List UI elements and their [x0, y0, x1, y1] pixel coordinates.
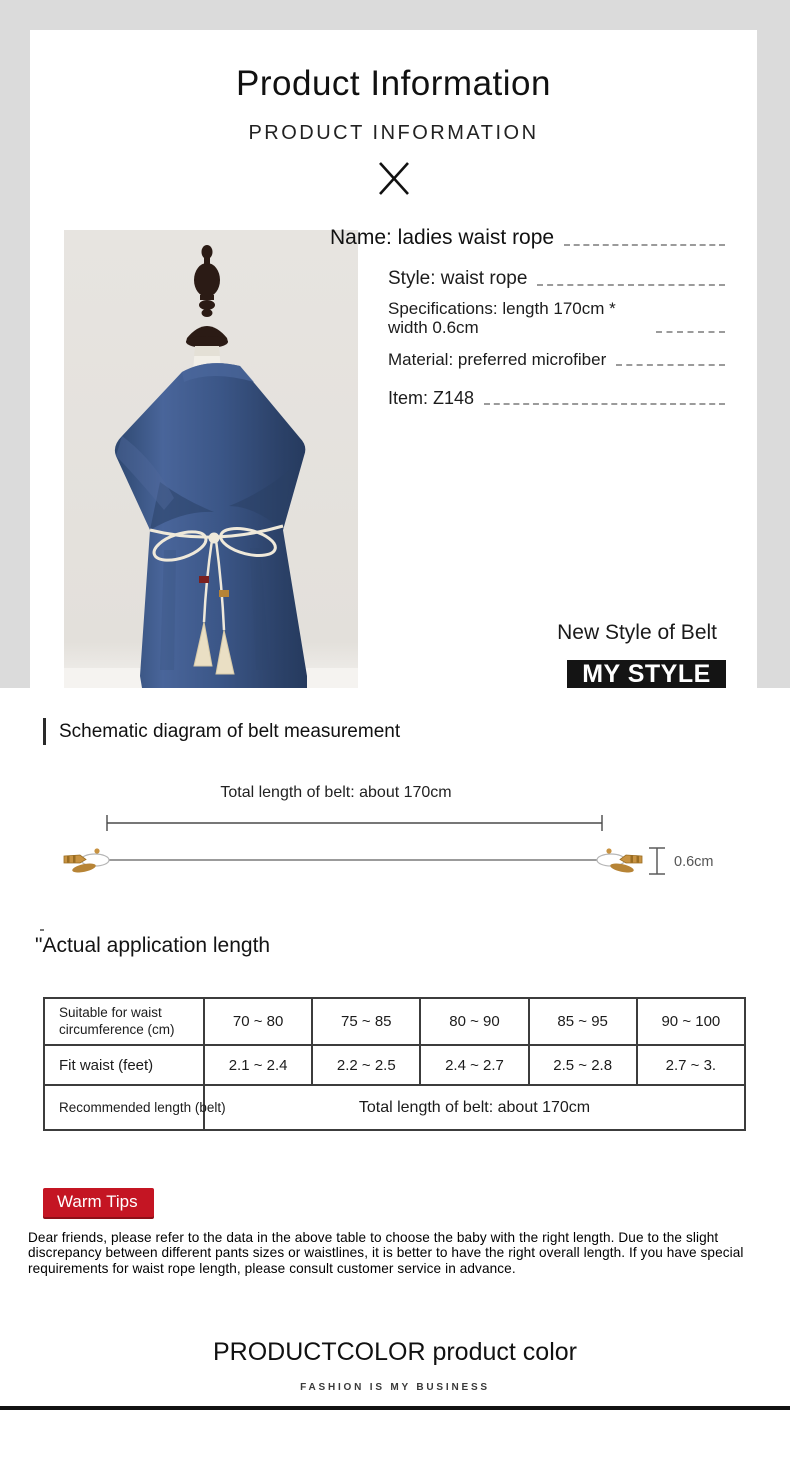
- dashed-underline: [616, 364, 725, 366]
- detail-style: Style: waist rope: [388, 268, 528, 289]
- tips-paragraph: Dear friends, please refer to the data in the above table to choose the baby with the right length. Due to the slight discrepancy between different pants sizes or waistlines, it is better to have the right overall length. If you have special requirements for waist rope length, please consult customer service in advance.: [28, 1230, 744, 1276]
- product-name-row: [330, 226, 727, 250]
- row-label: Suitable for waist circumference (cm): [44, 998, 204, 1045]
- row-label: Fit waist (feet): [44, 1045, 204, 1085]
- row-label: Recommended length (belt): [44, 1085, 204, 1130]
- length-bracket: [107, 815, 602, 831]
- table-cell: 2.2 ~ 2.5: [312, 1045, 420, 1085]
- schematic-heading: [43, 718, 400, 745]
- belt-tassel-end: [64, 848, 109, 874]
- table-cell-merged: Total length of belt: about 170cm: [204, 1085, 745, 1130]
- product-photo: [64, 230, 358, 688]
- product-card: [30, 30, 757, 688]
- x-divider-icon: [374, 158, 414, 203]
- belt-badge-caption: New Style of Belt: [557, 621, 717, 644]
- table-cell: 80 ~ 90: [420, 998, 528, 1045]
- table-cell: 85 ~ 95: [529, 998, 637, 1045]
- detail-item-number: Item: Z148: [388, 388, 475, 408]
- detail-specifications: Specifications: length 170cm * width 0.6cm: [388, 299, 616, 337]
- dashed-underline: [656, 331, 725, 333]
- dashed-underline: [484, 403, 725, 405]
- heading-accent-bar: [43, 718, 46, 745]
- my-style-badge: MY STYLE: [566, 659, 727, 689]
- stray-mark: [40, 929, 44, 931]
- belt-measurement-diagram: [40, 808, 760, 901]
- table-cell: 2.5 ~ 2.8: [529, 1045, 637, 1085]
- product-name: Name: ladies waist rope: [330, 226, 555, 249]
- detail-material-row: [388, 351, 727, 370]
- detail-style-row: [388, 269, 727, 290]
- table-cell: 90 ~ 100: [637, 998, 745, 1045]
- detail-material: Material: preferred microfiber: [388, 350, 607, 369]
- mannequin-illustration: [64, 230, 358, 688]
- warm-tips-badge: Warm Tips: [43, 1188, 154, 1217]
- schematic-heading-text: Schematic diagram of belt measurement: [59, 720, 401, 742]
- application-heading: "Actual application length: [35, 934, 271, 957]
- table-row-recommended-length: [44, 1085, 745, 1130]
- page-title: Product Information: [236, 64, 551, 103]
- width-gauge-icon: [649, 848, 665, 874]
- table-cell: 70 ~ 80: [204, 998, 312, 1045]
- table-cell: 2.4 ~ 2.7: [420, 1045, 528, 1085]
- footer-tagline: FASHION IS MY BUSINESS: [300, 1382, 490, 1393]
- belt-width-label: 0.6cm: [674, 854, 714, 870]
- table-cell: 2.7 ~ 3.: [637, 1045, 745, 1085]
- page-subtitle: PRODUCT INFORMATION: [248, 122, 539, 144]
- belt-length-label: Total length of belt: about 170cm: [220, 784, 452, 801]
- dashed-underline: [537, 284, 725, 286]
- footer-title: PRODUCTCOLOR product color: [213, 1338, 577, 1366]
- size-table: [43, 997, 746, 1131]
- dashed-underline: [564, 244, 725, 246]
- detail-specifications-row: [388, 300, 727, 337]
- detail-item-row: [388, 389, 727, 409]
- table-cell: 2.1 ~ 2.4: [204, 1045, 312, 1085]
- table-row-waist-circumference: [44, 998, 745, 1045]
- table-cell: 75 ~ 85: [312, 998, 420, 1045]
- table-row-fit-waist: [44, 1045, 745, 1085]
- footer-divider: [0, 1406, 790, 1410]
